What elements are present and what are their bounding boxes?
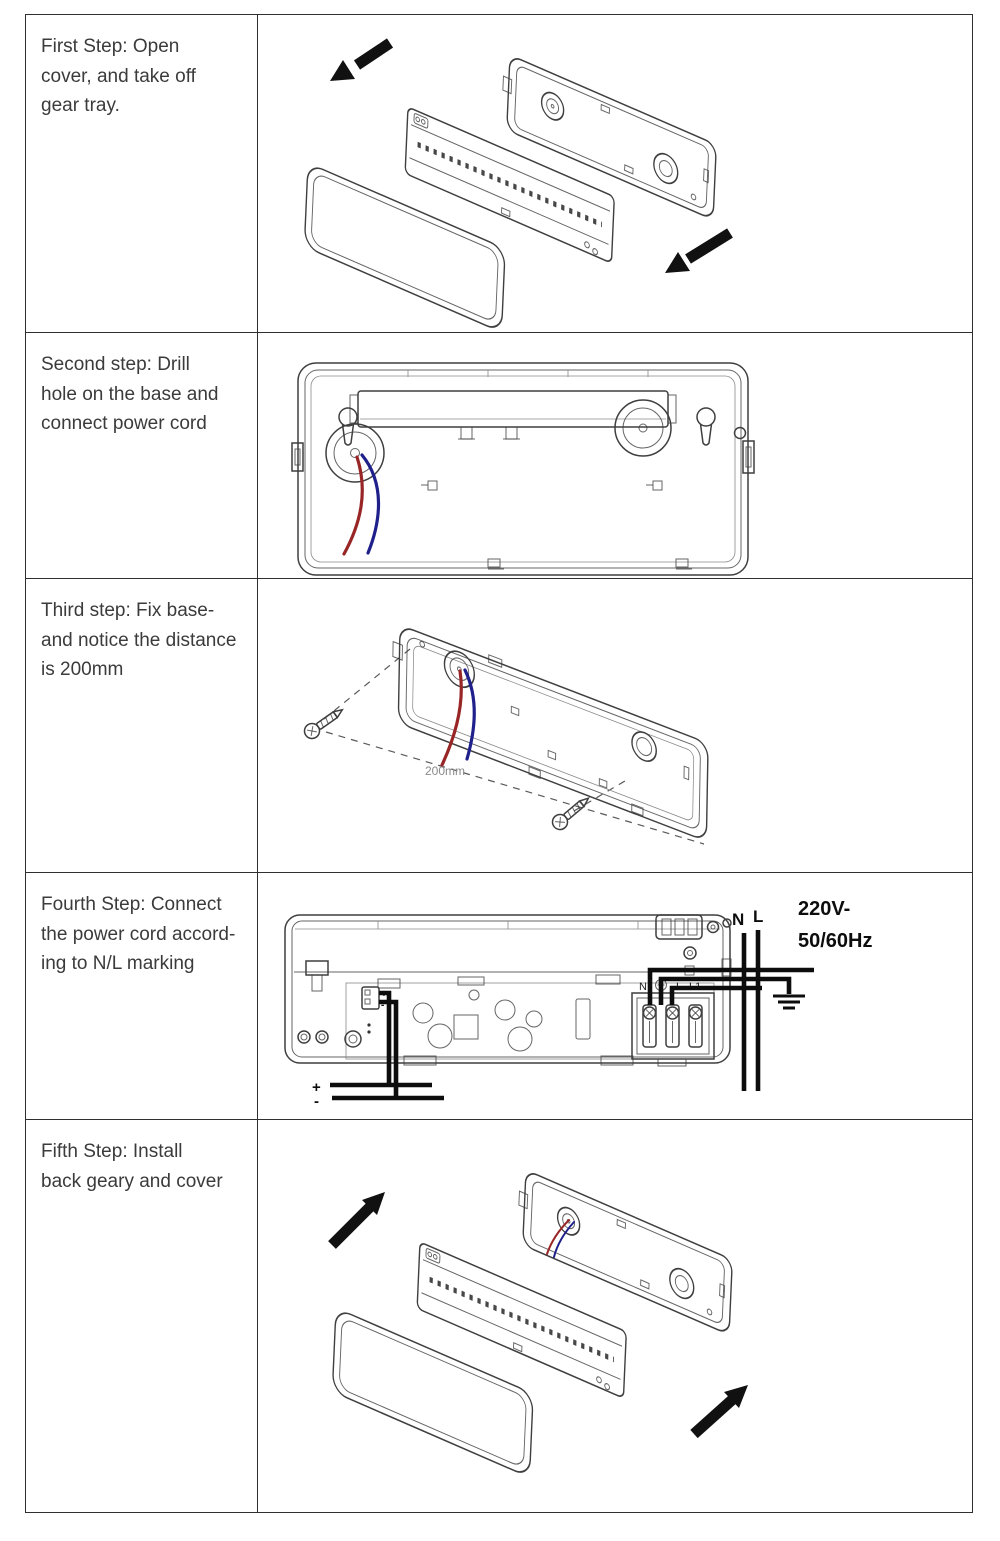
step-1-line-1: First Step: Open <box>41 36 180 57</box>
ground-symbol-icon <box>773 996 805 1008</box>
step-text-5 <box>26 1120 258 1512</box>
battery-leads <box>312 993 444 1110</box>
terminal-l-label: L <box>676 981 683 993</box>
supply-live-label: L <box>753 907 764 926</box>
gear-tray <box>405 107 614 263</box>
cover <box>332 1308 533 1477</box>
figure-2-base-front-view <box>258 333 972 578</box>
figure-4-wiring-diagram <box>258 873 972 1119</box>
power-wire-blue <box>362 455 379 553</box>
step-1-line-3: gear tray. <box>41 95 120 116</box>
gear-tray <box>417 1242 626 1398</box>
voltage-label: 220V- <box>798 898 851 920</box>
step-row-2 <box>26 333 972 579</box>
power-wire-red <box>547 1220 569 1254</box>
step-4-line-3: ing to N/L marking <box>41 953 195 974</box>
figure-1-drawing <box>258 15 972 332</box>
connector-minus-label: - <box>381 1000 385 1011</box>
step-text-2 <box>26 333 258 578</box>
cable-entry-knockout <box>326 424 384 482</box>
arrow-up-right-icon <box>332 1192 385 1245</box>
arrow-down-left-icon <box>330 43 390 81</box>
figure-1-exploded-view <box>258 15 972 332</box>
board-studs <box>421 481 692 569</box>
step-row-3 <box>26 579 972 873</box>
connector-plus-label: + <box>381 989 387 1000</box>
figure-5-drawing <box>258 1120 972 1512</box>
battery-minus-label: - <box>314 1093 319 1110</box>
terminal-n-label: N <box>639 981 647 993</box>
step-2-line-3: connect power cord <box>41 413 207 434</box>
keyhole-mount-right <box>697 408 715 445</box>
power-wire-blue <box>465 670 474 759</box>
power-wire-red <box>344 457 362 554</box>
left-components <box>298 961 361 1047</box>
arrow-down-left-icon <box>665 233 730 273</box>
step-text-1 <box>26 15 258 332</box>
base-box-isometric <box>392 618 708 842</box>
power-wire-blue <box>554 1222 574 1257</box>
mounting-screw-icon <box>549 792 593 832</box>
supply-neutral-label: N <box>732 910 745 929</box>
step-4-line-1: Fourth Step: Connect <box>41 894 222 915</box>
figure-3-fix-base <box>258 579 972 872</box>
step-1-line-2: cover, and take off <box>41 65 196 87</box>
frequency-label: 50/60Hz <box>798 930 873 952</box>
figure-4-drawing <box>258 873 972 1119</box>
battery-plus-label: + <box>312 1079 321 1096</box>
knockout-right <box>615 400 671 456</box>
power-wire-red <box>442 671 461 765</box>
step-text-4 <box>26 873 258 1119</box>
cover <box>304 163 505 332</box>
drill-guide-line <box>324 649 410 719</box>
step-2-line-2: hole on the base and <box>41 383 219 405</box>
drill-guide-line <box>326 732 704 844</box>
base-box <box>517 1168 732 1335</box>
installation-manual-table <box>25 14 973 1513</box>
step-2-line-1: Second step: Drill <box>41 354 190 375</box>
step-row-1 <box>26 15 972 333</box>
base-outline <box>298 363 748 575</box>
small-hole <box>735 428 746 439</box>
arrow-up-right-icon <box>694 1385 748 1434</box>
figure-5-reassembly <box>258 1120 972 1512</box>
distance-dimension-label: 200mm <box>425 764 466 778</box>
step-row-4 <box>26 873 972 1120</box>
step-4-line-2: the power cord accord- <box>41 923 236 945</box>
step-5-line-1: Fifth Step: Install <box>41 1141 183 1162</box>
step-3-line-3: is 200mm <box>41 659 124 680</box>
step-text-3 <box>26 579 258 872</box>
step-3-line-2: and notice the distance <box>41 629 237 651</box>
battery-tube <box>350 391 676 439</box>
step-3-line-1: Third step: Fix base- <box>41 600 215 621</box>
figure-2-drawing <box>258 333 972 578</box>
terminal-l1-label: L1 <box>689 981 702 993</box>
step-row-5 <box>26 1120 972 1512</box>
step-5-line-2: back geary and cover <box>41 1170 223 1192</box>
figure-3-drawing <box>258 579 972 872</box>
